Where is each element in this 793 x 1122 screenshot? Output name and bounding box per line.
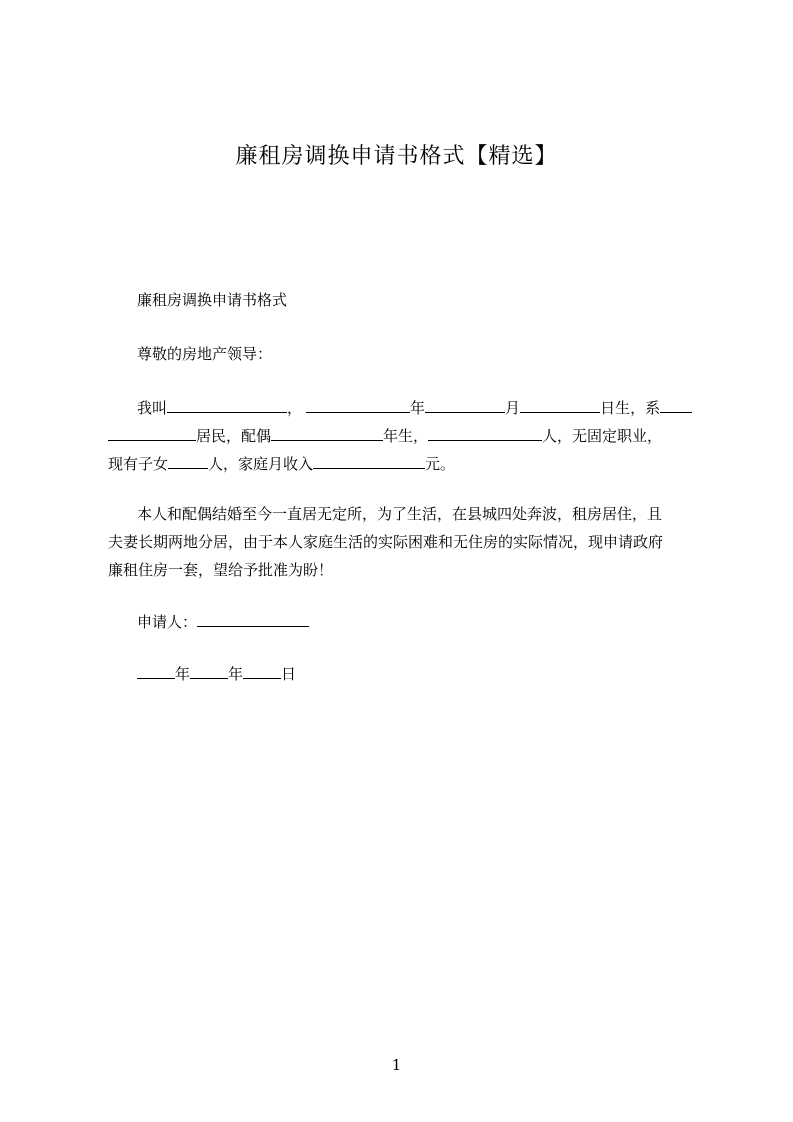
children-label: 现有子女 — [108, 455, 169, 473]
para2-line1: 本人和配偶结婚至今一直居无定所，为了生活，在县城四处奔波，租房居住，且 — [137, 505, 663, 523]
person-job-label: 人，无固定职业， — [542, 427, 663, 445]
applicant-label: 申请人： — [137, 613, 198, 631]
date-day-label: 日 — [281, 665, 297, 683]
para2-line3: 廉租住房一套，望给予批准为盼！ — [108, 561, 334, 579]
month-label: 月 — [505, 399, 521, 417]
date-month-label: 年 — [228, 665, 244, 683]
date-day-blank[interactable] — [243, 664, 281, 679]
year-label: 年 — [410, 399, 426, 417]
applicant-line — [108, 612, 737, 632]
date-line — [108, 664, 737, 684]
origin-blank-1[interactable] — [660, 398, 692, 413]
para2-line2: 夫妻长期两地分居，由于本人家庭生活的实际困难和无住房的实际情况，现申请政府 — [108, 533, 664, 551]
spouse-birth-year-blank[interactable] — [271, 426, 383, 441]
year-born-label: 年生， — [383, 427, 429, 445]
resident-spouse-label: 居民，配偶 — [196, 427, 272, 445]
born-label: 日生，系 — [600, 399, 661, 417]
document-title: 廉租房调换申请书格式【精选】 — [235, 144, 558, 169]
applicant-blank[interactable] — [197, 612, 309, 627]
birth-year-blank[interactable] — [306, 398, 410, 413]
para1-line1 — [108, 398, 737, 418]
name-label: 我叫 — [137, 399, 168, 417]
name-blank[interactable] — [167, 398, 287, 413]
document-subtitle: 廉租房调换申请书格式 — [137, 291, 288, 309]
income-blank[interactable] — [313, 454, 425, 469]
yuan-label: 元。 — [425, 455, 456, 473]
birth-day-blank[interactable] — [520, 398, 600, 413]
date-month-blank[interactable] — [190, 664, 228, 679]
date-year-label: 年 — [175, 665, 191, 683]
para1-line3 — [108, 454, 708, 474]
para1-line2 — [108, 426, 708, 446]
children-count-blank[interactable] — [168, 454, 208, 469]
birth-month-blank[interactable] — [425, 398, 505, 413]
salutation: 尊敬的房地产领导： — [137, 345, 273, 363]
date-year-blank[interactable] — [137, 664, 175, 679]
page-number: 1 — [391, 1056, 402, 1074]
origin-blank-2[interactable] — [108, 426, 196, 441]
comma: ， — [287, 399, 303, 417]
spouse-origin-blank[interactable] — [428, 426, 542, 441]
person-income-label: 人，家庭月收入 — [208, 455, 314, 473]
